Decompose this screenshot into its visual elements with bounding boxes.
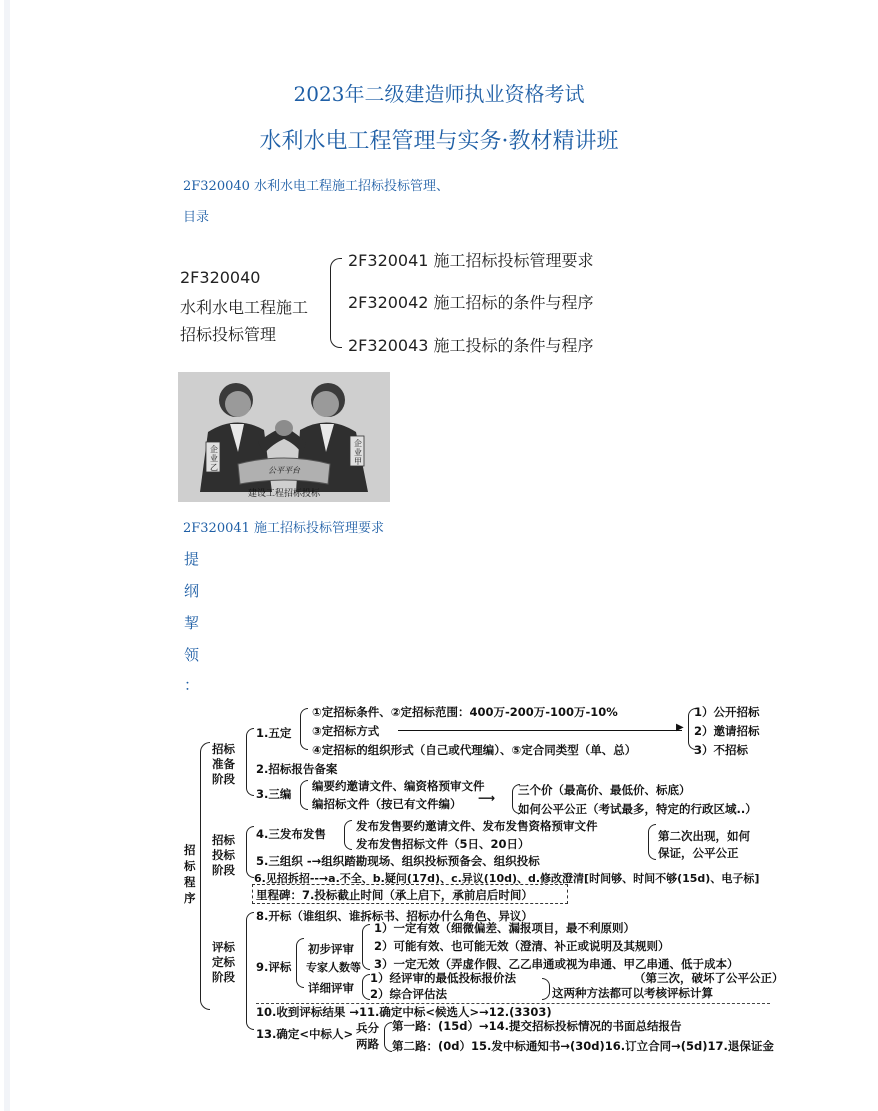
- bian-item: 编要约邀请文件、编资格预审文件: [312, 779, 485, 793]
- arrow-icon: ⟶: [478, 791, 496, 805]
- publish-item: 发布发售招标文件（5日、20日）: [356, 837, 530, 851]
- detailed-review: 详细评审: [308, 981, 354, 995]
- stage-eval: 评标 定标 阶段: [212, 940, 235, 984]
- road-one: 第一路：(15d）→14.提交招标投标情况的书面总结报告: [392, 1019, 682, 1033]
- open-item: 8.开标（谁组织、谁拆标书、招标办什么角色、异议）: [256, 909, 533, 923]
- toc-label: 目录: [183, 210, 210, 225]
- three-bian: 3.三编: [256, 787, 292, 801]
- vertical-label-char: 领: [184, 646, 200, 664]
- prep-brace: [246, 728, 254, 796]
- initial-brace: [362, 924, 370, 970]
- roads-brace: [384, 1022, 392, 1052]
- right-badge: 企业甲: [354, 439, 362, 466]
- receive-item: 10.收到评标结果 →11.确定中标<候选人>→12.(3303): [256, 1005, 552, 1019]
- method-brace: [542, 978, 550, 1000]
- toc-root-line2: 招标投标管理: [180, 325, 277, 344]
- five-item: ①定招标条件、②定招标范围：400万-200万-100万-10%: [312, 705, 618, 719]
- vertical-label-char: 纲: [184, 582, 200, 600]
- bid-brace: [246, 826, 254, 878]
- eval-brace: [246, 912, 254, 1030]
- eval-sub-brace: [296, 938, 304, 988]
- five-label: 1.五定: [256, 726, 292, 740]
- vertical-label-char: 挈: [184, 614, 200, 632]
- subsection-heading: 2F320041 施工招标投标管理要求: [183, 521, 385, 536]
- organize-item: 5.三组织 -→组织踏勘现场、组织投标预备会、组织投标: [256, 854, 540, 868]
- road-two: 第二路：(0d）15.发中标通知书→(30d)16.订立合同→(5d)17.退保证金: [392, 1039, 774, 1053]
- vertical-label-char: 提: [184, 550, 200, 568]
- confirm-item: 13.确定<中标人>: [256, 1027, 354, 1041]
- toc-root-line1: 水利水电工程施工: [180, 298, 309, 317]
- arrow-line: [398, 730, 682, 731]
- see-bid-item: 6.见招拆招--→a.不全、b.疑问(17d)、c.异议(10d)、d.修改澄清[时间够、时间不够(15d)、电子标]: [254, 872, 760, 885]
- publish-item: 发布发售要约邀请文件、发布发售资格预审文件: [356, 819, 598, 833]
- bian-brace: [300, 780, 308, 810]
- left-badge: 企业乙: [210, 445, 218, 472]
- page-edge-shadow: [4, 0, 10, 1111]
- method-item: 1）公开招标: [694, 705, 760, 719]
- five-item: ③定招标方式: [312, 724, 380, 738]
- toc-brace: [330, 258, 342, 348]
- initial-item: 2）可能有效、也可能无效（澄清、补正或说明及其规则）: [374, 939, 670, 953]
- publish-brace: [344, 820, 352, 850]
- both-methods-note: 这两种方法都可以考核评标计算: [552, 986, 713, 1000]
- method-item: 3）不招标: [694, 743, 749, 757]
- initial-review: 初步评审: [308, 942, 354, 956]
- initial-item: 1）一定有效（细微偏差、漏报项目，最不利原则）: [374, 921, 635, 935]
- title-line-1: 2023年二级建造师执业资格考试: [293, 82, 585, 106]
- title-line-2: 水利水电工程管理与实务·教材精讲班: [259, 129, 619, 154]
- stage-prep: 招标 准备 阶段: [212, 742, 235, 786]
- detailed-brace: [362, 974, 370, 1000]
- initial-item: 3）一定无效（弄虚作假、乙乙串通或视为串通、甲乙串通、低于成本）: [374, 957, 739, 971]
- fair-note: 如何公平公正（考试最多，特定的行政区域..）: [518, 802, 757, 816]
- section-heading: 2F320040 水利水电工程施工招标投标管理、: [183, 179, 450, 194]
- report-item: 2.招标报告备案: [256, 762, 338, 776]
- three-price: 三个价（最高价、最低价、标底）: [518, 783, 691, 797]
- five-brace: [300, 708, 308, 750]
- third-time-note: （第三次，破坏了公平公正）: [634, 971, 784, 985]
- second-brace: [648, 824, 656, 860]
- vertical-label-char: ：: [184, 676, 200, 694]
- publish-label: 4.三发布发售: [256, 827, 326, 841]
- toc-item[interactable]: 2F320042 施工招标的条件与程序: [348, 293, 594, 312]
- stage-bid: 招标 投标 阶段: [212, 833, 235, 877]
- arrow-head: ▶: [676, 722, 684, 733]
- toc-item[interactable]: 2F320043 施工投标的条件与程序: [348, 336, 594, 355]
- arm-wrestling-illustration: [178, 372, 390, 502]
- detailed-item: 2）综合评估法: [370, 987, 448, 1001]
- toc-item[interactable]: 2F320041 施工招标投标管理要求: [348, 251, 594, 270]
- second-appear: 第二次出现，如何: [658, 829, 750, 843]
- root-brace: [200, 742, 210, 1010]
- five-item: ④定招标的组织形式（自己或代理编）、⑤定合同类型（单、总）: [312, 743, 637, 757]
- mindmap-root: 招 标 程 序: [184, 843, 196, 905]
- split-label: 兵分: [356, 1021, 379, 1035]
- arm-wrestling-drawing: [178, 372, 390, 502]
- table-text: 公平平台: [268, 466, 300, 475]
- photo-caption: 建设工程招标投标: [247, 489, 320, 499]
- split-label: 两路: [356, 1037, 379, 1051]
- second-appear: 保证，公平公正: [658, 846, 739, 860]
- detailed-item: 1）经评审的最低投标报价法: [370, 971, 517, 985]
- milestone: 里程碑：7.投标截止时间（承上启下，承前启后时间）: [256, 888, 533, 902]
- method-item: 2）邀请招标: [694, 724, 760, 738]
- experts-note: 专家人数等: [306, 961, 361, 974]
- eval-label: 9.评标: [256, 960, 292, 974]
- bian-item: 编招标文件（按已有文件编）: [312, 797, 462, 811]
- toc-root-code: 2F320040: [180, 268, 261, 287]
